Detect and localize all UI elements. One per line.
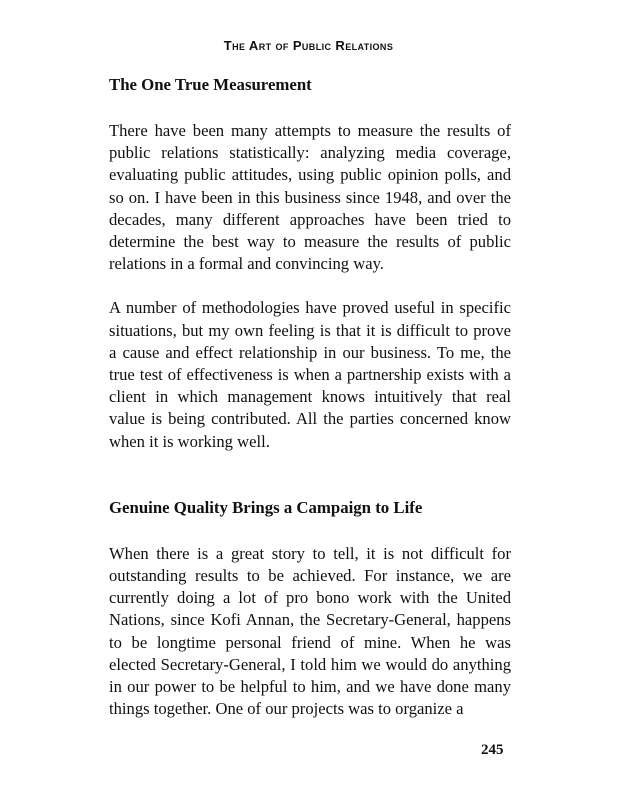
section-heading: Genuine Quality Brings a Campaign to Life [109, 497, 423, 517]
page-body [109, 74, 511, 720]
section-heading: The One True Measurement [109, 75, 312, 94]
page-number: 245 [481, 742, 504, 758]
paragraph: A number of methodologies have proved useful in specific situations, but my own feeling is that it is difficult to prove a cause and effect relationship in our business. To me, the true test of effectiveness is when a partnership exists with a client in which management knows intuitively that real value is being contributed. All the parties concerned know when it is working well. [109, 298, 511, 451]
running-head: The Art of Public Relations [223, 38, 394, 53]
paragraph: There have been many attempts to measure the results of public relations statistically: analyzing media coverage, evaluating public attitudes, using public opinion polls, and so on. I have been in this business since 1948, and over the decades, many different approaches have been tried to determine the best way to measure the results of public relations in a formal and convincing way. [109, 121, 511, 274]
paragraph: When there is a great story to tell, it is not difficult for outstanding results to be achieved. For instance, we are currently doing a lot of pro bono work with the United Nations, since Kofi Annan, the Secretary-General, happens to be longtime personal friend of mine. When he was elected Secretary-General, I told him we would do anything in our power to be helpful to him, and we have done many things together. One of our projects was to organize a [109, 543, 511, 719]
